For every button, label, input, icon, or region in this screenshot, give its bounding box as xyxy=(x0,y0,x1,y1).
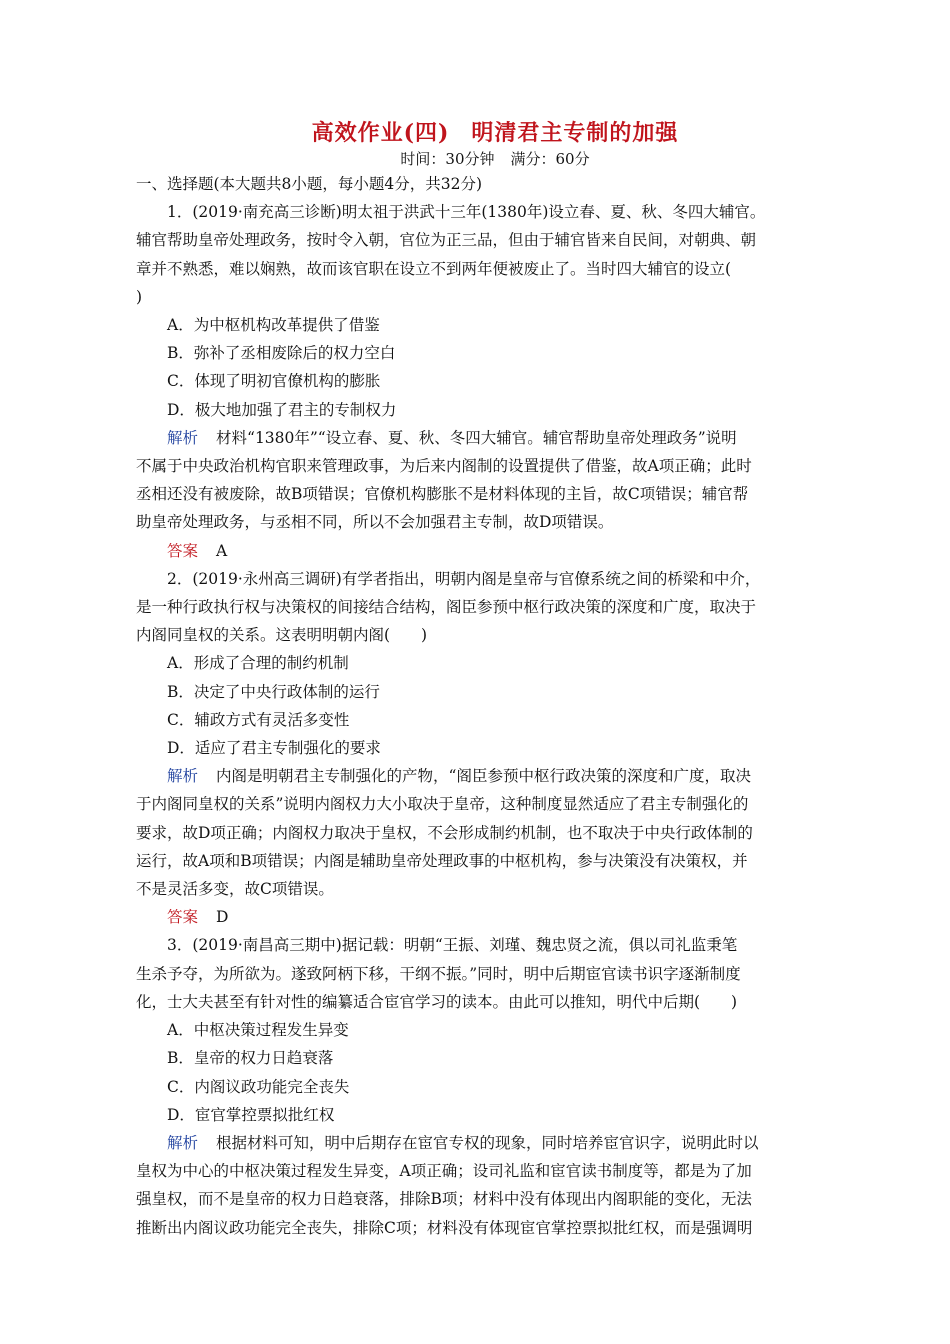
analysis-text: 根据材料可知，明中后期存在宦官专权的现象，同时培养宦官识字，说明此时以 xyxy=(216,1133,759,1152)
analysis-text: 材料“1380年”“设立春、夏、秋、冬四大辅官。辅官帮助皇帝处理政务”说明 xyxy=(216,428,737,447)
analysis-line: 运行，故A项和B项错误；内阁是辅助皇帝处理政事的中枢机构，参与决策没有决策权，并 xyxy=(136,851,748,870)
answer-line xyxy=(136,903,826,931)
analysis-label: 解析 xyxy=(167,1133,199,1152)
option-c: C．辅政方式有灵活多变性 xyxy=(167,710,350,729)
analysis-line: 助皇帝处理政务，与丞相不同，所以不会加强君主专制，故D项错误。 xyxy=(136,513,614,532)
question-1 xyxy=(136,198,826,565)
option-c: C．内阁议政功能完全丧失 xyxy=(167,1077,350,1096)
answer-label: 答案 xyxy=(167,541,199,560)
analysis-line: 强皇权，而不是皇帝的权力日趋衰落，排除B项；材料中没有体现出内阁职能的变化，无法 xyxy=(136,1190,752,1209)
question-stem-line: 内阁同皇权的关系。这表明明朝内阁( ) xyxy=(136,626,428,645)
analysis-line: 皇权为中心的中枢决策过程发生异变，A项正确；设司礼监和宦官读书制度等，都是为了加 xyxy=(136,1162,752,1181)
document-page xyxy=(136,118,826,1242)
question-stem-line: 3．(2019·南昌高三期中)据记载：明朝“王振、刘瑾、魏忠贤之流，俱以司礼监秉笔 xyxy=(167,936,738,955)
full-score: 满分：60分 xyxy=(510,150,590,168)
option-a: A．形成了合理的制约机制 xyxy=(167,654,349,673)
analysis-line: 不是灵活多变，故C项错误。 xyxy=(136,880,334,899)
answer-value: A xyxy=(216,541,228,560)
section-heading: 一、选择题(本大题共8小题，每小题4分，共32分) xyxy=(136,175,483,193)
question-stem-line: 化，士大夫甚至有针对性的编纂适合宦官学习的读本。由此可以推知，明代中后期( ) xyxy=(136,992,738,1011)
analysis-label: 解析 xyxy=(167,428,199,447)
option-b: B．弥补了丞相废除后的权力空白 xyxy=(167,344,396,363)
title-main: 高效作业(四) xyxy=(311,120,450,146)
analysis-line: 不属于中央政治机构官职来管理政事，为后来内阁制的设置提供了借鉴，故A项正确；此时 xyxy=(136,457,752,476)
option-c: C．体现了明初官僚机构的膨胀 xyxy=(167,372,381,391)
question-stem-line: 2．(2019·永州高三调研)有学者指出，明朝内阁是皇帝与官僚系统之间的桥梁和中介， xyxy=(167,569,761,588)
question-stem-line: 生杀予夺，为所欲为。遂致阿柄下移，干纲不振。”同时，明中后期宦官读书识字逐渐制度 xyxy=(136,964,741,983)
answer-value: D xyxy=(216,908,229,927)
option-a: A．中枢决策过程发生异变 xyxy=(167,1021,349,1040)
option-d: D．宦官掌控票拟批红权 xyxy=(167,1105,335,1124)
analysis-label: 解析 xyxy=(167,767,199,786)
document-title xyxy=(164,118,826,148)
question-3 xyxy=(136,931,826,1241)
analysis-text: 内阁是明朝君主专制强化的产物，“阁臣参预中枢行政决策的深度和广度，取决 xyxy=(216,767,751,786)
question-stem-line: 是一种行政执行权与决策权的间接结合结构，阁臣参预中枢行政决策的深度和广度，取决于 xyxy=(136,598,757,617)
question-stem-line: 1．(2019·南充高三诊断)明太祖于洪武十三年(1380年)设立春、夏、秋、冬四大辅官。 xyxy=(167,203,766,222)
question-stem-line: 辅官帮助皇帝处理政务，按时令入朝，官位为正三品，但由于辅官皆来自民间，对朝典、朝 xyxy=(136,231,757,250)
analysis-line: 于内阁同皇权的关系”说明内阁权力大小取决于皇帝，这种制度显然适应了君主专制强化的 xyxy=(136,795,749,814)
analysis-line: 要求，故D项正确；内阁权力取决于皇权，不会形成制约机制，也不取决于中央行政体制的 xyxy=(136,823,753,842)
question-stem-line: ) xyxy=(136,287,143,306)
option-b: B．皇帝的权力日趋衰落 xyxy=(167,1049,334,1068)
option-a: A．为中枢机构改革提供了借鉴 xyxy=(167,316,380,335)
answer-label: 答案 xyxy=(167,908,199,927)
analysis-line: 推断出内阁议政功能完全丧失，排除C项；材料没有体现宦官掌控票拟批红权，而是强调明 xyxy=(136,1218,753,1237)
option-b: B．决定了中央行政体制的运行 xyxy=(167,682,380,701)
question-2 xyxy=(136,565,826,932)
title-sub: 明清君主专制的加强 xyxy=(471,120,679,146)
analysis-line: 丞相还没有被废除，故B项错误；官僚机构膨胀不是材料体现的主旨，故C项错误；辅官帮 xyxy=(136,485,749,504)
time-limit: 时间：30分钟 xyxy=(400,150,495,168)
analysis-line xyxy=(136,424,826,452)
answer-line xyxy=(136,537,826,565)
option-d: D．适应了君主专制强化的要求 xyxy=(167,739,381,758)
exam-meta xyxy=(164,148,826,170)
analysis-line xyxy=(136,762,826,790)
option-d: D．极大地加强了君主的专制权力 xyxy=(167,400,397,419)
analysis-line xyxy=(136,1129,826,1157)
question-stem-line: 章并不熟悉，难以娴熟，故而该官职在设立不到两年便被废止了。当时四大辅官的设立( xyxy=(136,259,732,278)
